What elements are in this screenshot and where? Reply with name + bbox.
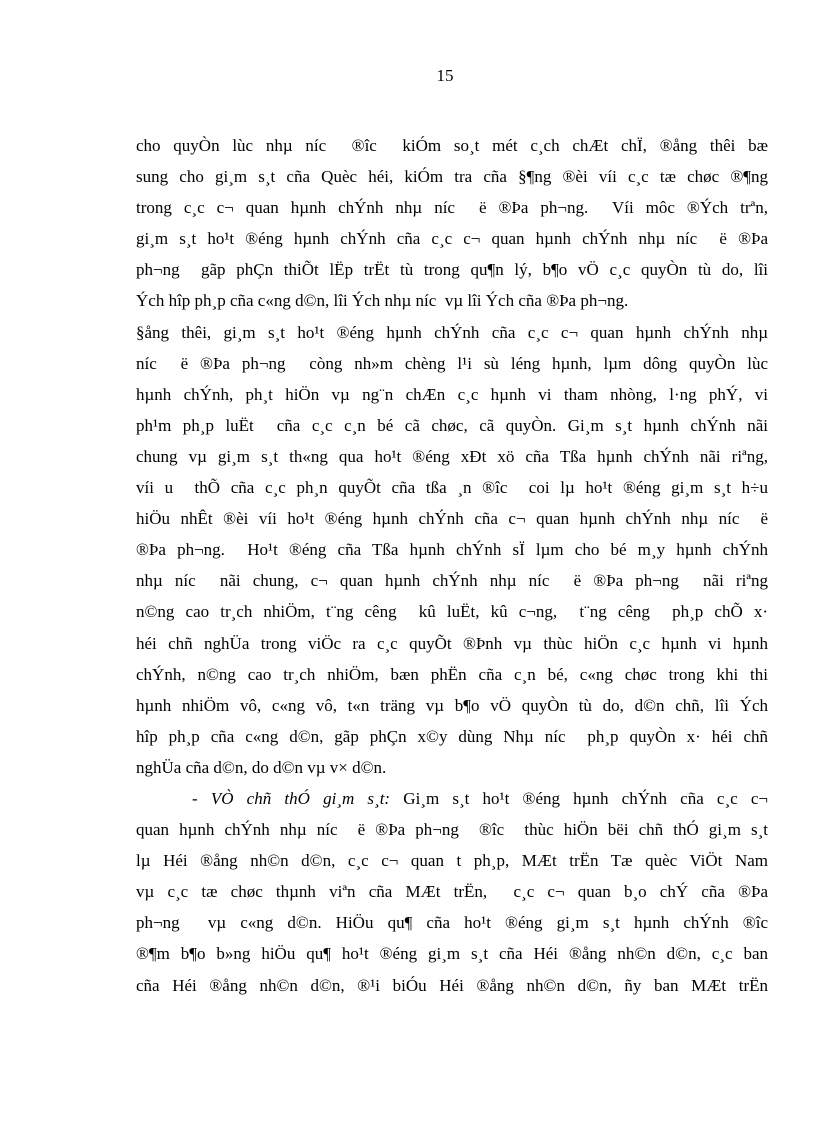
text-line: vµ c¸c tæ chøc thµnh viªn cña MÆt trËn, c¸c c¬ quan b¸o chÝ cña ®Þa <box>136 882 768 902</box>
body-text <box>136 130 768 1001</box>
text-line: §ång thêi, gi¸m s¸t ho¹t ®éng hµnh chÝnh cña c¸c c¬ quan hµnh chÝnh nhµ <box>136 322 768 342</box>
paragraph-lead: - VÒ chñ thÓ gi¸m s¸t: <box>192 788 391 808</box>
text-line: lµ Héi ®ång nh©n d©n, c¸c c¬ quan t ph¸p, MÆt trËn Tæ quèc ViÖt Nam <box>136 851 768 871</box>
text-line: cña Héi ®ång nh©n d©n, ®¹i biÓu Héi ®ång nh©n d©n, ñy ban MÆt trËn <box>136 975 768 995</box>
text-line: víi u thÕ cña c¸c ph¸n quyÕt cña tßa ¸n ®îc coi lµ ho¹t ®éng gi¸m s¸t h÷u <box>136 478 768 498</box>
text-line: gi¸m s¸t ho¹t ®éng hµnh chÝnh cña c¸c c¬ quan hµnh chÝnh nhµ níc ë ®Þa <box>136 229 768 249</box>
text-line: sung cho gi¸m s¸t cña Quèc héi, kiÓm tra cña §¶ng ®èi víi c¸c tæ chøc ®¶ng <box>136 167 768 187</box>
text-line: hiÖu nhÊt ®èi víi ho¹t ®éng hµnh chÝnh cña c¬ quan hµnh chÝnh nhµ níc ë <box>136 509 768 529</box>
text-line: Ých hîp ph¸p cña c«ng d©n, lîi Ých nhµ níc vµ lîi Ých cña ®Þa ph¬ng. <box>136 291 629 311</box>
text-line: ph¬ng gãp phÇn thiÕt lËp trËt tù trong qu¶n lý, b¶o vÖ c¸c quyÒn tù do, lîi <box>136 260 768 280</box>
text-line: hµnh nhiÖm vô, c«ng vô, t«n träng vµ b¶o vÖ quyÒn tù do, d©n chñ, lîi Ých <box>136 695 768 715</box>
text-line: quan hµnh chÝnh nhµ níc ë ®Þa ph¬ng ®îc thùc hiÖn bëi chñ thÓ gi¸m s¸t <box>136 820 768 840</box>
text-line: héi chñ nghÜa trong viÖc ra c¸c quyÕt ®Þnh vµ thùc hiÖn c¸c hµnh vi hµnh <box>136 633 768 653</box>
text-line: n©ng cao tr¸ch nhiÖm, t¨ng cêng kû luËt, kû c¬ng, t¨ng cêng ph¸p chÕ x· <box>136 602 768 622</box>
text-line: nhµ níc nãi chung, c¬ quan hµnh chÝnh nhµ níc ë ®Þa ph¬ng nãi riªng <box>136 571 768 591</box>
text-line: ®Þa ph¬ng. Ho¹t ®éng cña Tßa hµnh chÝnh sÏ lµm cho bé m¸y hµnh chÝnh <box>136 540 768 560</box>
text-line: chung vµ gi¸m s¸t th«ng qua ho¹t ®éng xÐt xö cña Tßa hµnh chÝnh nãi riªng, <box>136 446 768 466</box>
text-line: ph¬ng vµ c«ng d©n. HiÖu qu¶ cña ho¹t ®éng gi¸m s¸t hµnh chÝnh ®îc <box>136 913 768 933</box>
text-line: nghÜa cña d©n, do d©n vµ v× d©n. <box>136 757 387 777</box>
page-number: 15 <box>436 66 454 85</box>
paragraph-first-line <box>136 783 768 814</box>
paragraph-lead-rest: Gi¸m s¸t ho¹t ®éng hµnh chÝnh cña c¸c c¬ <box>390 788 768 808</box>
text-line: ®¶m b¶o b»ng hiÖu qu¶ ho¹t ®éng gi¸m s¸t cña Héi ®ång nh©n d©n, c¸c ban <box>136 944 768 964</box>
text-line: hîp ph¸p cña c«ng d©n, gãp phÇn x©y dùng Nhµ níc ph¸p quyÒn x· héi chñ <box>136 726 768 746</box>
text-line: níc ë ®Þa ph¬ng còng nh»m chèng l¹i sù léng hµnh, lµm dông quyÒn lùc <box>136 353 768 373</box>
text-line: cho quyÒn lùc nhµ níc ®îc kiÓm so¸t mét c¸ch chÆt chÏ, ®ång thêi bæ <box>136 136 768 155</box>
text-line: hµnh chÝnh, ph¸t hiÖn vµ ng¨n chÆn c¸c hµnh vi tham nhòng, l·ng phÝ, vi <box>136 384 768 404</box>
text-line: ph¹m ph¸p luËt cña c¸c c¸n bé cã chøc, cã quyÒn. Gi¸m s¸t hµnh chÝnh nãi <box>136 415 768 435</box>
text-line: chÝnh, n©ng cao tr¸ch nhiÖm, bæn phËn cña c¸n bé, c«ng chøc trong khi thi <box>136 664 768 684</box>
text-line: trong c¸c c¬ quan hµnh chÝnh nhµ níc ë ®Þa ph¬ng. Víi môc ®Ých trªn, <box>136 198 768 218</box>
